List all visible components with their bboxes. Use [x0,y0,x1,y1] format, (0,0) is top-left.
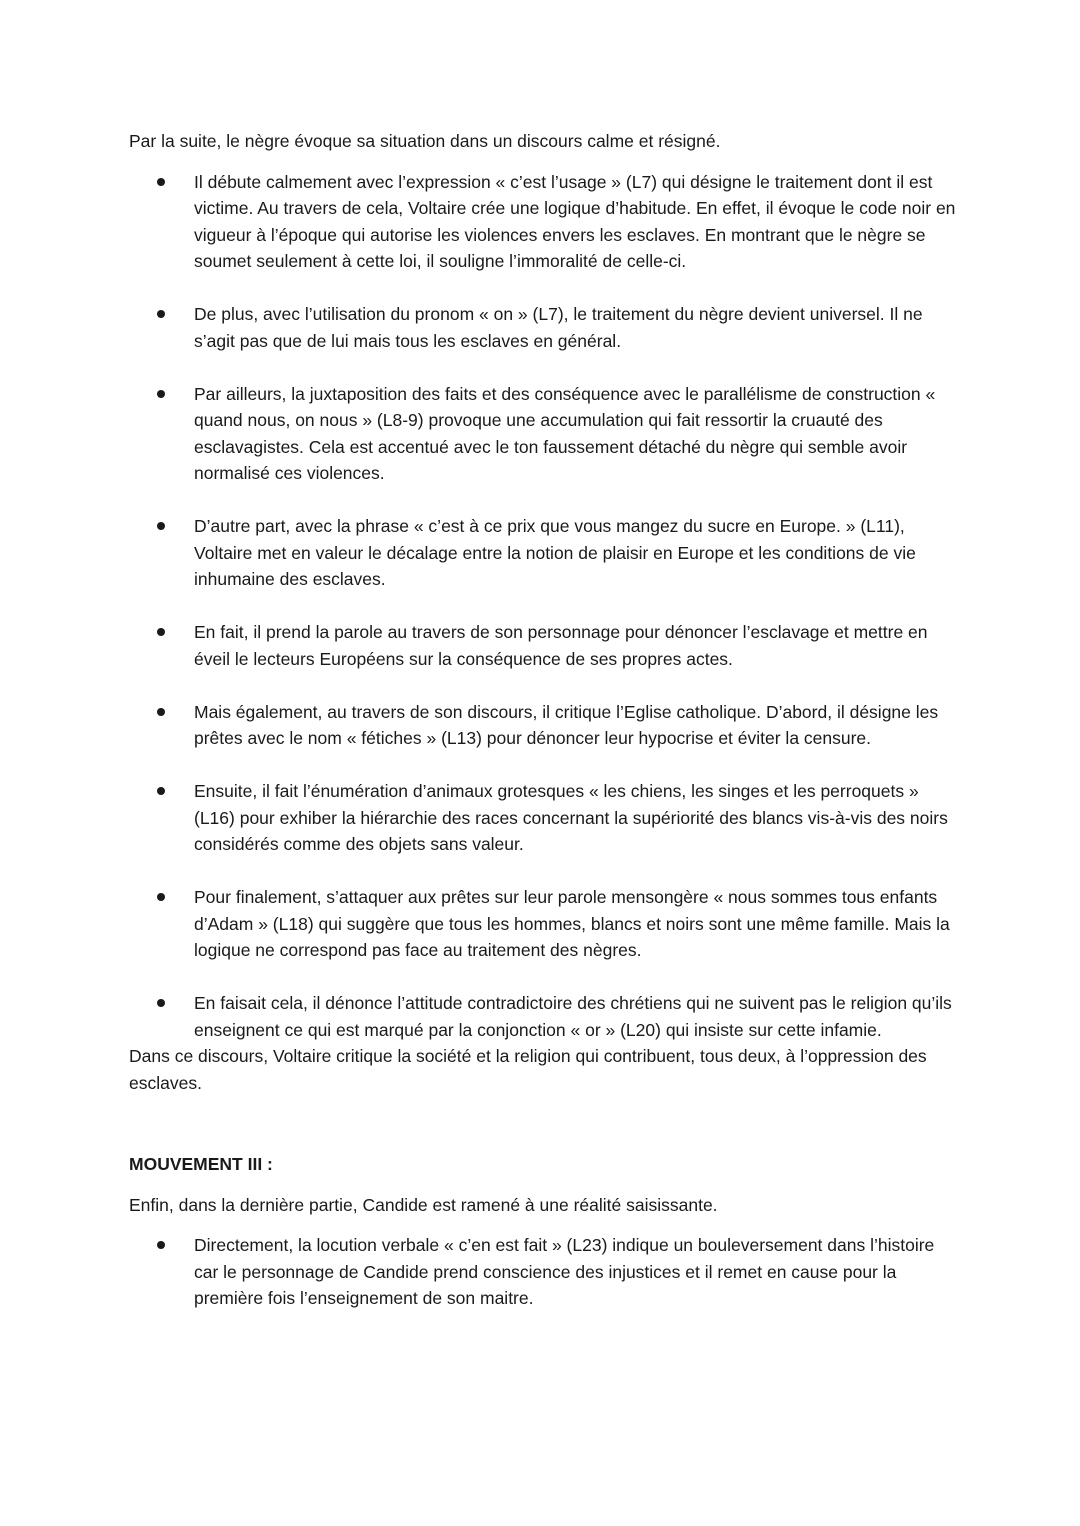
bullet-item [129,301,959,354]
bullet-icon [157,999,165,1007]
section-2-intro: Par la suite, le nègre évoque sa situation dans un discours calme et résigné. [129,131,721,151]
bullet-icon [157,178,165,186]
bullet-icon [157,390,165,398]
bullet-item [129,513,959,593]
bullet-item [129,1232,959,1312]
bullet-text: Mais également, au travers de son discours, il critique l’Eglise catholique. D’abord, il désigne les prêtes avec le nom « fétiches » (L13) pour dénoncer leur hypocrise et éviter la censure. [194,701,939,748]
section-2-bullet-list [129,169,959,1044]
section-2-conclusion: Dans ce discours, Voltaire critique la société et la religion qui contribuent, tous deux, à l’oppression des esclaves. [129,1046,927,1093]
bullet-text: D’autre part, avec la phrase « c’est à ce prix que vous mangez du sucre en Europe. » (L11), Voltaire met en valeur le décalage entre la notion de plaisir en Europe et les conditions de vie inhumaine des esclaves. [194,516,916,589]
bullet-icon [157,310,165,318]
bullet-icon [157,628,165,636]
section-3-intro: Enfin, dans la dernière partie, Candide est ramené à une réalité saisissante. [129,1194,718,1215]
bullet-text: En faisait cela, il dénonce l’attitude contradictoire des chrétiens qui ne suivent pas le religion qu’ils enseignent ce qui est marqué par la conjonction « or » (L20) qui insiste sur cette infamie. [194,993,952,1040]
bullet-item [129,619,959,672]
bullet-text: Par ailleurs, la juxtaposition des faits et des conséquence avec le parallélisme de construction « quand nous, on nous » (L8-9) provoque une accumulation qui fait ressortir la cruauté des esclavagistes. Cela est accentué avec le ton faussement détaché du nègre qui semble avoir normalisé ces violences. [194,383,936,483]
bullet-item [129,381,959,487]
bullet-text: Pour finalement, s’attaquer aux prêtes sur leur parole mensongère « nous sommes tous enfants d’Adam » (L18) qui suggère que tous les hommes, blancs et noirs sont une même famille. Mais la logique ne correspond pas face au traitement des nègres. [194,887,950,960]
bullet-icon [157,522,165,530]
bullet-icon [157,708,165,716]
bullet-item [129,990,959,1043]
bullet-text: En fait, il prend la parole au travers de son personnage pour dénoncer l’esclavage et mettre en éveil le lecteurs Européens sur la conséquence de ses propres actes. [194,622,928,669]
bullet-text: Directement, la locution verbale « c’en est fait » (L23) indique un bouleversement dans l’histoire car le personnage de Candide prend conscience des injustices et il remet en cause pour la première fois l’enseignement de son maitre. [194,1235,935,1308]
bullet-text: Ensuite, il fait l’énumération d’animaux grotesques « les chiens, les singes et les perroquets » (L16) pour exhiber la hiérarchie des races concernant la supériorité des blancs vis-à-vis des noirs considérés comme des objets sans valeur. [194,781,948,854]
bullet-icon [157,1241,165,1249]
bullet-icon [157,787,165,795]
document-page [129,128,959,1312]
bullet-icon [157,893,165,901]
bullet-text: De plus, avec l’utilisation du pronom « on » (L7), le traitement du nègre devient universel. Il ne s’agit pas que de lui mais tous les esclaves en général. [194,304,923,351]
bullet-item [129,699,959,752]
bullet-item [129,884,959,964]
section-3-heading: MOUVEMENT III : [129,1154,273,1174]
bullet-text: Il débute calmement avec l’expression « c’est l’usage » (L7) qui désigne le traitement dont il est victime. Au travers de cela, Voltaire crée une logique d’habitude. En effet, il évoque le code noir en vigueur à l’époque qui autorise les violences envers les esclaves. En montrant que le nègre se soumet seulement à cette loi, il souligne l’immoralité de celle-ci. [194,171,956,271]
bullet-item [129,169,959,275]
bullet-item [129,778,959,858]
section-3-bullet-list [129,1232,959,1312]
